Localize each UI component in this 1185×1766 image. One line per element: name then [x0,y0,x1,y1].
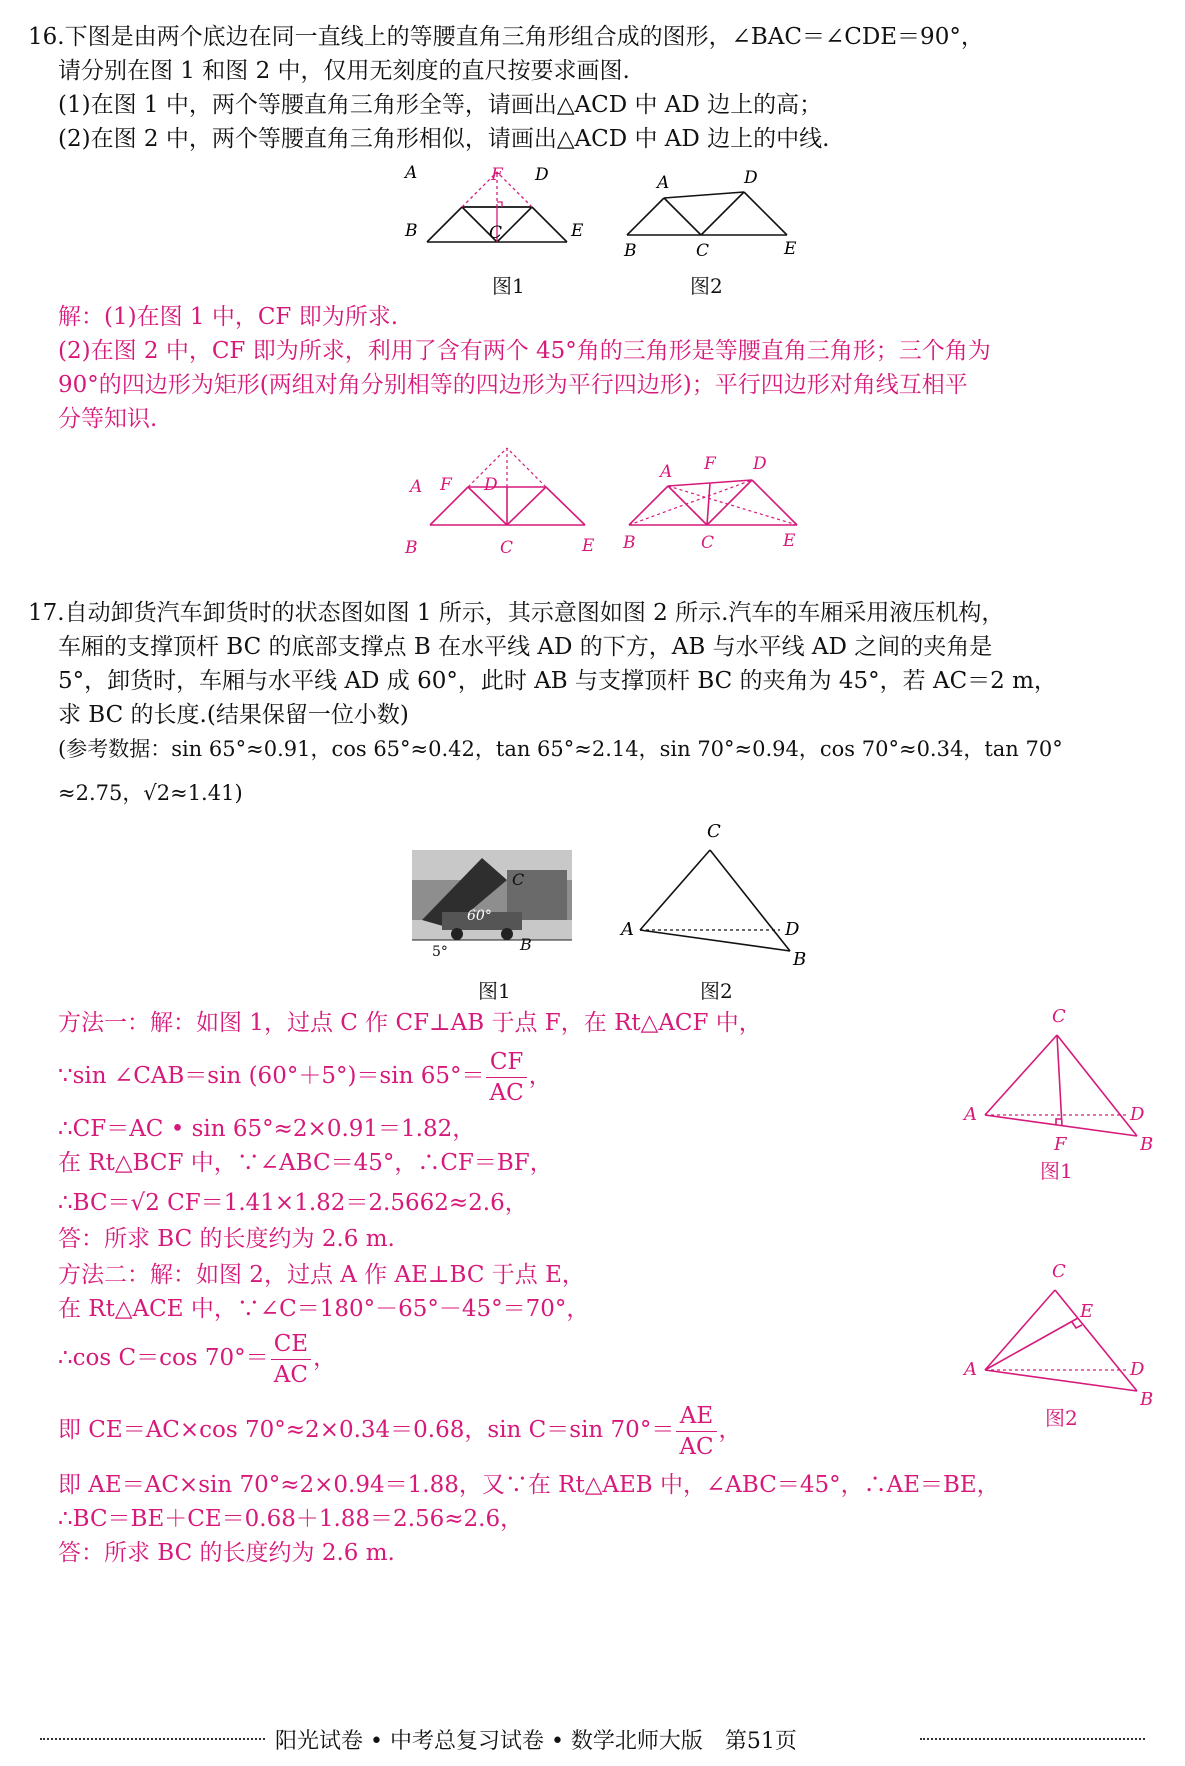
label-A: A [410,477,423,497]
q17-fig1-caption: 图1 [478,979,511,1003]
q16-solution-1: 解：(1)在图 1 中，CF 即为所求. [58,304,399,330]
solution-figure-1 [960,1000,1160,1190]
label-F: F [491,165,503,185]
footer-dots-right [920,1738,1145,1740]
q16-line-1: 16.下图是由两个底边在同一直线上的等腰直角三角形组合成的图形，∠BAC＝∠CDE＝90°， [28,24,984,50]
label-C: C [489,223,503,243]
m1-line-1: 方法一：解：如图 1，过点 C 作 CF⊥AB 于点 F，在 Rt△ACF 中， [58,1010,762,1036]
label-B: B [405,221,418,241]
m2-fraction-1-den: AC [273,1361,308,1388]
label-B: B [623,533,636,553]
m1-line-5: ∴BC＝√2 CF＝1.41×1.82＝2.5662≈2.6， [58,1190,528,1216]
m1-line-2: ∵sin ∠CAB＝sin (60°＋5°)＝sin 65°＝ $\frac{CF}{AC}$ ， [58,1048,552,1106]
q17-line-2: 车厢的支撑顶杆 BC 的底部支撑点 B 在水平线 AD 的下方，AB 与水平线 AD 之间的夹角是 [58,634,993,660]
q16-solution-4: 分等知识. [58,406,158,432]
label-A: A [660,462,673,482]
label-F: F [704,454,716,474]
m1-fraction [486,1047,526,1108]
label-C: C [701,533,715,553]
photo-label-B: B [520,935,532,954]
dump-truck-photo [412,850,572,960]
sfig2-caption: 图2 [1045,1406,1078,1430]
footer-text: 阳光试卷 • 中考总复习试卷 • 数学北师大版 第51页 [275,1729,797,1754]
m2-line-1: 方法二：解：如图 2，过点 A 作 AE⊥BC 于点 E， [58,1262,585,1288]
m2-fraction-2 [676,1401,716,1462]
m2-line-3-text: ∴cos C＝cos 70°＝ [58,1345,269,1371]
m1-line-3: ∴CF＝AC • sin 65°≈2×0.91＝1.82， [58,1116,476,1142]
label-E: E [582,536,595,556]
label-C: C [1052,1261,1066,1282]
photo-angle-60: 60° [467,908,492,924]
label-D: D [785,919,800,940]
m1-line-6: 答：所求 BC 的长度约为 2.6 m. [58,1226,395,1252]
q17-line-5: (参考数据：sin 65°≈0.91，cos 65°≈0.42，tan 65°≈2.14，sin 70°≈0.94，cos 70°≈0.34，tan 70° [58,737,1063,761]
label-F: F [1054,1134,1067,1155]
label-B: B [405,538,418,558]
label-E: E [783,531,796,551]
label-C: C [707,821,721,842]
m2-line-2: 在 Rt△ACE 中，∵∠C＝180°－65°－45°＝70°， [58,1296,590,1322]
q16-answer-figure-1 [405,438,605,558]
label-A: A [964,1104,977,1125]
label-B: B [1140,1134,1154,1155]
label-B: B [624,241,637,261]
m1-fraction-den: AC [489,1079,524,1106]
m1-fraction-num: CF [486,1047,526,1078]
m2-line-6: ∴BC＝BE＋CE＝0.68＋1.88＝2.56≈2.6， [58,1506,524,1532]
label-B: B [793,949,807,970]
m2-line-4: 即 CE＝AC×cos 70°≈2×0.34＝0.68，sin C＝sin 70°＝ $\frac{AE}{AC}$ ， [58,1402,742,1460]
q16-solution-2: (2)在图 2 中，CF 即为所求，利用了含有两个 45°角的三角形是等腰直角三角形；三个角为 [58,338,991,364]
q16-solution-3: 90°的四边形为矩形(两组对角分别相等的四边形为平行四边形)；平行四边形对角线互相平 [58,372,968,398]
q17-line-3: 5°，卸货时，车厢与水平线 AD 成 60°，此时 AB 与支撑顶杆 BC 的夹角为 45°，若 AC＝2 m， [58,668,1057,694]
q17-line-1: 17.自动卸货汽车卸货时的状态图如图 1 所示，其示意图如图 2 所示.汽车的车厢采用液压机构， [28,600,1005,626]
q17-line-6: ≈2.75，√2≈1.41) [58,781,243,805]
q16-line-3: (1)在图 1 中，两个等腰直角三角形全等，请画出△ACD 中 AD 边上的高； [58,92,823,118]
page-footer [0,1724,1185,1754]
label-D: D [744,168,758,188]
label-B: B [1140,1389,1154,1410]
m1-line-4: 在 Rt△BCF 中，∵∠ABC＝45°，∴CF＝BF， [58,1150,553,1176]
q16-line-2: 请分别在图 1 和图 2 中，仅用无刻度的直尺按要求画图. [58,58,630,84]
label-F: F [440,475,452,495]
label-A: A [405,163,418,183]
m2-line-4-text: 即 CE＝AC×cos 70°≈2×0.34＝0.68，sin C＝sin 70°＝ [58,1417,675,1443]
m2-line-7: 答：所求 BC 的长度约为 2.6 m. [58,1540,395,1566]
q17-figure-2 [615,815,815,975]
label-E: E [784,239,797,259]
m2-line-5: 即 AE＝AC×sin 70°≈2×0.94＝1.88，又∵在 Rt△AEB 中，∠ABC＝45°，∴AE＝BE， [58,1472,1000,1498]
q16-fig2-caption: 图2 [690,274,723,298]
label-D: D [535,165,549,185]
m2-fraction-2-den: AC [679,1433,714,1460]
label-A: A [964,1359,977,1380]
footer-dots-left [40,1738,265,1740]
q17-line-4: 求 BC 的长度.(结果保留一位小数) [58,702,409,728]
photo-angle-5: 5° [432,944,448,960]
label-D: D [1130,1104,1145,1125]
m2-fraction-1-num: CE [271,1329,311,1360]
label-A: A [621,919,634,940]
label-E: E [571,221,584,241]
q16-figure-1 [405,160,585,265]
label-A: A [657,173,670,193]
label-D: D [1130,1359,1145,1380]
label-C: C [696,241,710,261]
label-C: C [1052,1006,1066,1027]
q16-figure-2 [612,165,812,265]
m2-fraction-2-num: AE [676,1401,716,1432]
q16-answer-figure-2 [615,455,815,555]
label-D: D [484,475,498,495]
m2-line-3: ∴cos C＝cos 70°＝ $\frac{CE}{AC}$ ， [58,1330,337,1388]
photo-label-C: C [512,870,525,889]
q16-line-4: (2)在图 2 中，两个等腰直角三角形相似，请画出△ACD 中 AD 边上的中线. [58,126,830,152]
solution-figure-2 [960,1255,1160,1440]
label-C: C [500,538,514,558]
sfig1-caption: 图1 [1040,1159,1073,1183]
m1-line-2-text: ∵sin ∠CAB＝sin (60°＋5°)＝sin 65°＝ [58,1063,485,1089]
q17-fig2-caption: 图2 [700,979,733,1003]
label-E: E [1080,1301,1094,1322]
q16-fig1-caption: 图1 [492,274,525,298]
label-D: D [753,454,767,474]
m2-fraction-1 [271,1329,311,1390]
